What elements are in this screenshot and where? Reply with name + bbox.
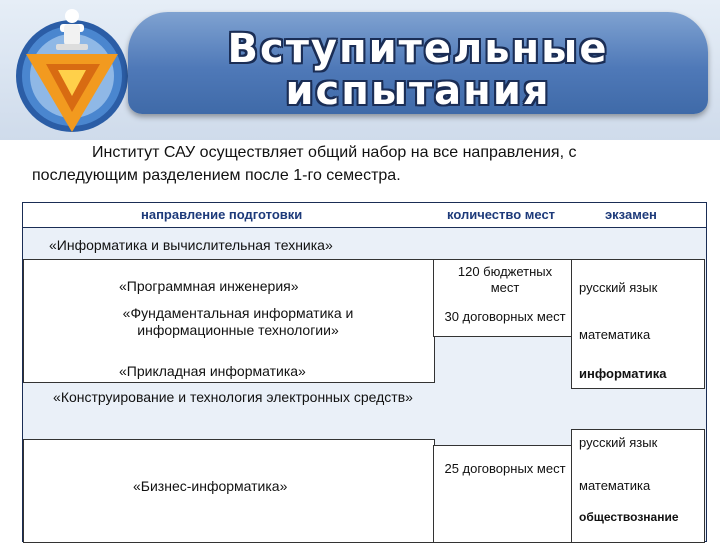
program-business-informatics: «Бизнес-информатика» (133, 478, 288, 494)
table-header (23, 203, 706, 228)
institute-logo-icon (8, 4, 136, 136)
program-applied-informatics: «Прикладная информатика» (119, 363, 306, 379)
group2-exam-math: математика (579, 478, 651, 493)
group1-contract-places: 30 договорных мест (444, 309, 566, 324)
header-direction: направление подготовки (141, 207, 303, 222)
group1-exam-russian: русский язык (579, 280, 658, 295)
intro-text: Институт САУ осуществляет общий набор на все направления, с последующим разделением после 1-го семестра. (32, 144, 577, 184)
group1-title: «Информатика и вычислительная техника» (49, 237, 333, 253)
group1-exam-informatics: информатика (579, 366, 667, 381)
page-title (128, 28, 708, 112)
intro-paragraph (32, 141, 682, 187)
title-line-1: Вступительные (227, 26, 609, 72)
program-software-engineering: «Программная инженерия» (119, 278, 299, 294)
group2-places-box (433, 445, 575, 543)
group2-contract-places: 25 договорных мест (444, 461, 566, 476)
group2-title: «Конструирование и технология электронных средств» (53, 389, 413, 405)
group1-budget-places: 120 бюджетных мест (457, 264, 553, 295)
admission-table (22, 202, 707, 542)
title-line-2: испытания (285, 68, 551, 114)
group2-exam-social: обществознание (579, 510, 679, 524)
program-fundamental-informatics: «Фундаментальная информатика и информационные технологии» (122, 305, 354, 338)
header-exam: экзамен (605, 207, 657, 222)
group1-exam-math: математика (579, 327, 651, 342)
header-places: количество мест (447, 207, 556, 222)
group2-exam-russian: русский язык (579, 435, 658, 450)
